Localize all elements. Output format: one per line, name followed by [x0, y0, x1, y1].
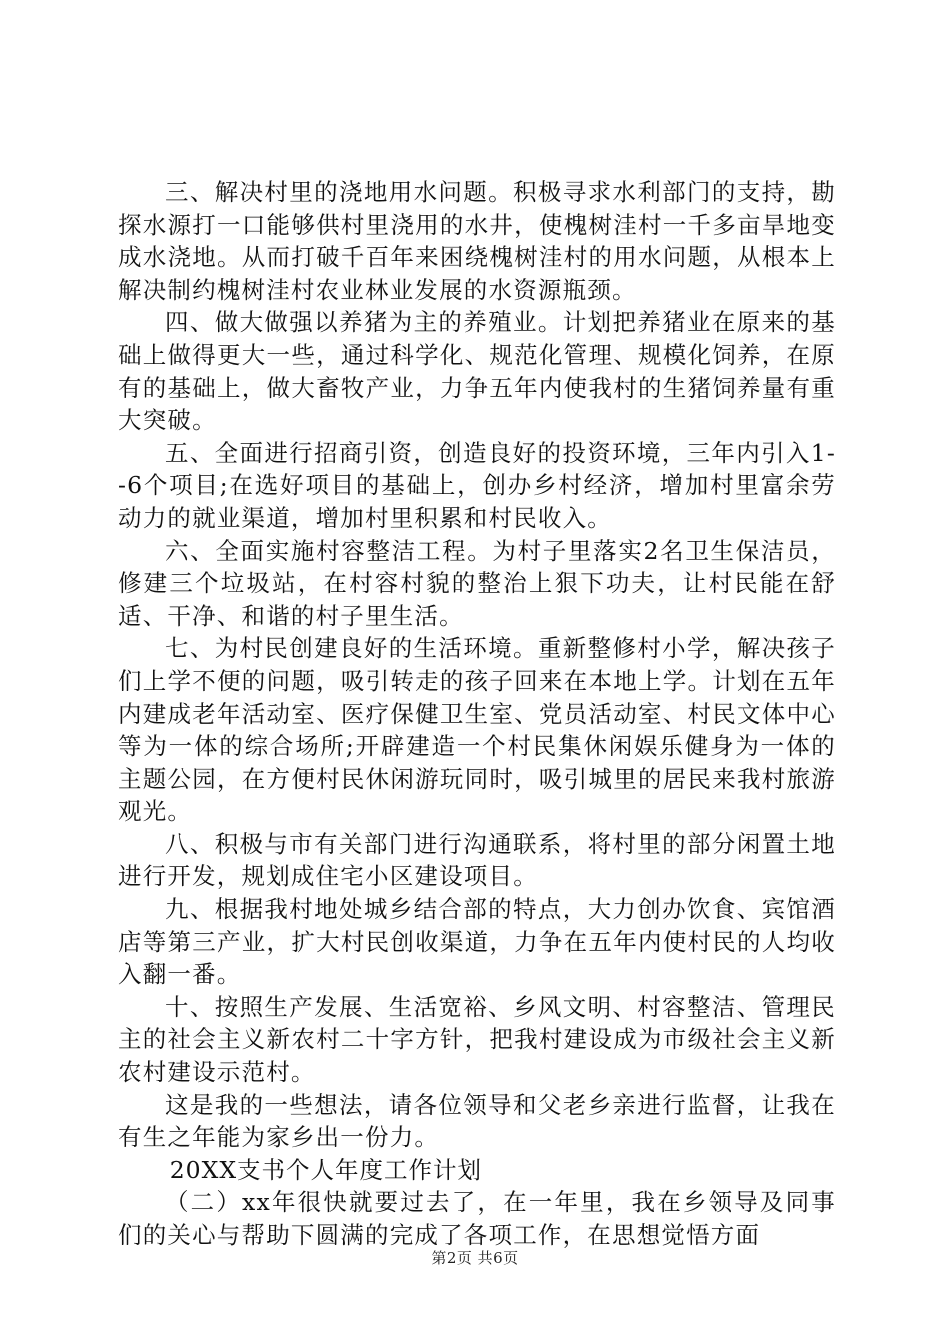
- closing-remarks-paragraph: 这是我的一些想法，请各位领导和父老乡亲进行监督，让我在有生之年能为家乡出一份力。: [118, 1090, 836, 1152]
- page-footer: [0, 1248, 950, 1268]
- paragraph-item-8: 八、积极与市有关部门进行沟通联系，将村里的部分闲置土地进行开发，规划成住宅小区建设项目。: [118, 829, 836, 891]
- section-title: 20XX支书个人年度工作计划: [169, 1155, 483, 1184]
- section-intro-paragraph: （二）xx年很快就要过去了，在一年里，我在乡领导及同事们的关心与帮助下圆满的完成了各项工作，在思想觉悟方面: [118, 1188, 836, 1249]
- page-number-indicator: 第2页 共6页: [431, 1249, 519, 1267]
- paragraph-item-7: 七、为村民创建良好的生活环境。重新整修村小学，解决孩子们上学不便的问题，吸引转走的孩子回来在本地上学。计划在五年内建成老年活动室、医疗保健卫生室、党员活动室、村民文体中心等为一体的综合场所;开辟建造一个村民集休闲娱乐健身为一体的主题公园，在方便村民休闲游玩同时，吸引城里的居民来我村旅游观光。: [118, 634, 836, 826]
- paragraph-item-10: 十、按照生产发展、生活宽裕、乡风文明、村容整洁、管理民主的社会主义新农村二十字方针，把我村建设成为市级社会主义新农村建设示范村。: [118, 992, 836, 1087]
- paragraph-item-5: 五、全面进行招商引资，创造良好的投资环境，三年内引入1--6个项目;在选好项目的基础上，创办乡村经济，增加村里富余劳动力的就业渠道，增加村里积累和村民收入。: [118, 438, 836, 532]
- paragraph-item-6: 六、全面实施村容整洁工程。为村子里落实2名卫生保洁员，修建三个垃圾站，在村容村貌的整治上狠下功夫，让村民能在舒适、干净、和谐的村子里生活。: [118, 536, 836, 630]
- paragraph-item-3: 三、解决村里的浇地用水问题。积极寻求水利部门的支持，勘探水源打一口能够供村里浇用的水井，使槐树洼村一千多亩旱地变成水浇地。从而打破千百年来困绕槐树洼村的用水问题，从根本上解决制约槐树洼村农业林业发展的水资源瓶颈。: [118, 178, 836, 304]
- paragraph-item-4: 四、做大做强以养猪为主的养殖业。计划把养猪业在原来的基础上做得更大一些，通过科学化、规范化管理、规模化饲养，在原有的基础上，做大畜牧产业，力争五年内使我村的生猪饲养量有重大突破。: [118, 308, 836, 435]
- paragraph-item-9: 九、根据我村地处城乡结合部的特点，大力创办饮食、宾馆酒店等第三产业，扩大村民创收渠道，力争在五年内使村民的人均收入翻一番。: [118, 895, 836, 989]
- document-body: [118, 176, 836, 1252]
